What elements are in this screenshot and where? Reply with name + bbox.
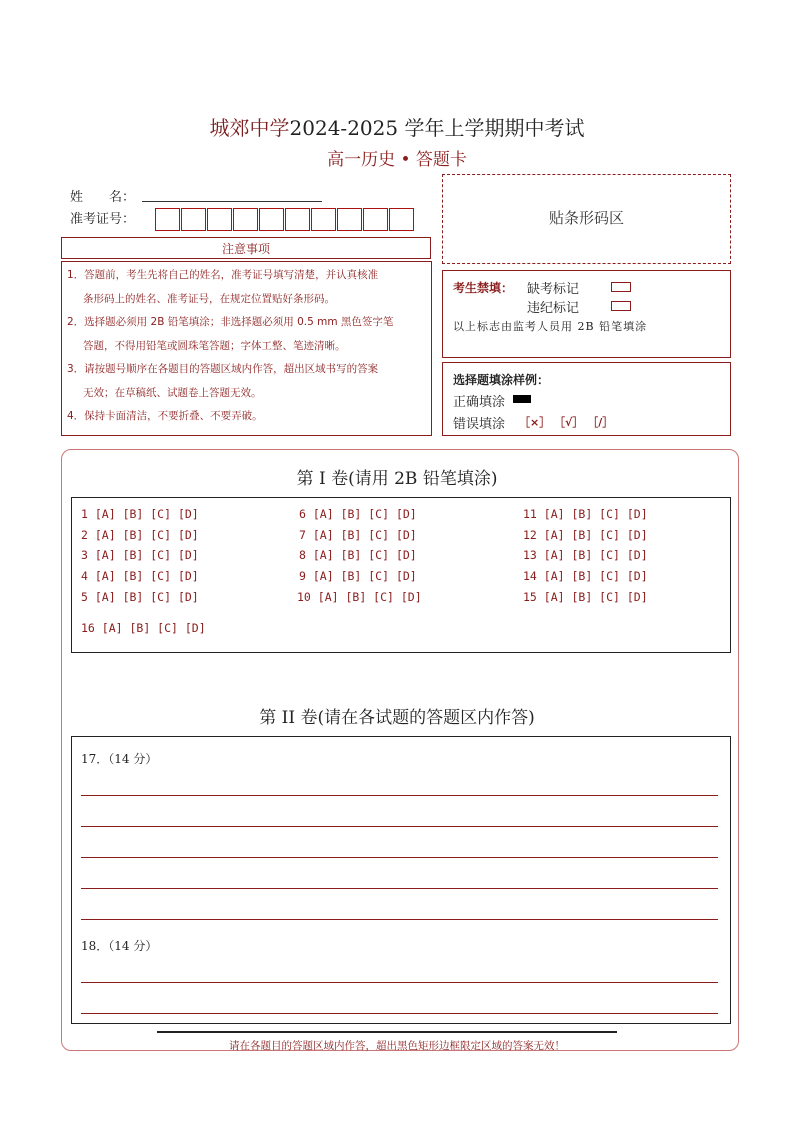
answer-line[interactable] (81, 919, 718, 920)
choice-question[interactable] (81, 569, 199, 583)
choice-answer-box (71, 497, 731, 653)
answer-options[interactable]: [A] [B] [C] [D] (543, 528, 648, 542)
answer-line[interactable] (81, 1013, 718, 1014)
notice-item-line: 2．选择题必须用 2B 铅笔填涂；非选择题必须用 0.5 mm 黑色签字笔 (67, 316, 394, 328)
answer-line[interactable] (81, 826, 718, 827)
absent-mark-box[interactable] (611, 282, 631, 292)
answer-options[interactable]: [A] [B] [C] [D] (94, 548, 199, 562)
question-number: 1 (81, 507, 88, 521)
exam-id-boxes (155, 208, 415, 231)
choice-question[interactable] (299, 507, 417, 521)
essay-answer-box (71, 736, 731, 1024)
part2-title: 第 II 卷(请在各试题的答题区内作答) (259, 708, 535, 728)
choice-question[interactable] (81, 621, 206, 635)
question-number: 12 (523, 528, 537, 542)
answer-options[interactable]: [A] [B] [C] [D] (312, 569, 417, 583)
choice-question[interactable] (297, 590, 422, 604)
question-number: 3 (81, 548, 88, 562)
violation-mark-box[interactable] (611, 301, 631, 311)
answer-options[interactable]: [A] [B] [C] [D] (543, 590, 648, 604)
exam-id-digit-box[interactable] (155, 208, 180, 231)
exam-id-digit-box[interactable] (337, 208, 362, 231)
wrong-fill-marks: ［×］ ［√］ ［/］ (519, 416, 614, 429)
notice-body (61, 261, 432, 436)
essay-question-label: 18．（14 分） (81, 939, 158, 953)
question-number: 15 (523, 590, 537, 604)
essay-question-label: 17．（14 分） (81, 752, 158, 766)
notice-item-line: 4．保持卡面清洁，不要折叠、不要弄破。 (67, 410, 263, 422)
proctor-marks-box (442, 270, 731, 358)
answer-options[interactable]: [A] [B] [C] [D] (543, 569, 648, 583)
choice-question[interactable] (81, 590, 199, 604)
question-number: 9 (299, 569, 306, 583)
choice-question[interactable] (81, 548, 199, 562)
choice-question[interactable] (523, 507, 648, 521)
wrong-fill-label: 错误填涂 (453, 417, 506, 432)
answer-options[interactable]: [A] [B] [C] [D] (312, 548, 417, 562)
answer-options[interactable]: [A] [B] [C] [D] (543, 507, 648, 521)
answer-options[interactable]: [A] [B] [C] [D] (543, 548, 648, 562)
notice-heading: 注意事项 (61, 237, 431, 259)
question-number: 5 (81, 590, 88, 604)
choice-question[interactable] (81, 507, 199, 521)
exam-id-digit-box[interactable] (233, 208, 258, 231)
question-number: 13 (523, 548, 537, 562)
notice-item-line: 3．请按题号顺序在各题目的答题区域内作答，超出区域书写的答案 (67, 363, 379, 375)
part1-title: 第 I 卷(请用 2B 铅笔填涂) (296, 469, 498, 489)
footer-warning: 请在各题目的答题区域内作答，超出黑色矩形边框限定区域的答案无效！ (229, 1040, 565, 1052)
question-number: 2 (81, 528, 88, 542)
choice-question[interactable] (523, 548, 648, 562)
exam-id-label: 准考证号： (70, 212, 136, 227)
ban-label: 考生禁填： (453, 281, 514, 295)
answer-options[interactable]: [A] [B] [C] [D] (94, 507, 199, 521)
exam-id-digit-box[interactable] (207, 208, 232, 231)
name-input-line[interactable] (142, 200, 322, 202)
notice-item-line: 无效；在草稿纸、试题卷上答题无效。 (83, 386, 262, 399)
choice-question[interactable] (81, 528, 199, 542)
answer-line[interactable] (81, 888, 718, 889)
exam-id-digit-box[interactable] (311, 208, 336, 231)
notice-item-line: 1．答题前，考生先将自己的姓名，准考证号填写清楚，并认真核准 (67, 269, 379, 281)
absent-mark-label: 缺考标记 (527, 282, 580, 297)
question-number: 6 (299, 507, 306, 521)
choice-question[interactable] (299, 569, 417, 583)
question-number: 4 (81, 569, 88, 583)
exam-id-digit-box[interactable] (389, 208, 414, 231)
correct-fill-label: 正确填涂 (453, 395, 506, 410)
answer-options[interactable]: [A] [B] [C] [D] (94, 528, 199, 542)
name-label: 姓 名： (70, 190, 136, 205)
question-number: 8 (299, 548, 306, 562)
choice-question[interactable] (299, 528, 417, 542)
exam-id-digit-box[interactable] (259, 208, 284, 231)
answer-line[interactable] (81, 982, 718, 983)
answer-options[interactable]: [A] [B] [C] [D] (312, 507, 417, 521)
choice-question[interactable] (299, 548, 417, 562)
exam-id-digit-box[interactable] (181, 208, 206, 231)
question-number: 7 (299, 528, 306, 542)
sample-heading: 选择题填涂样例： (453, 373, 550, 387)
question-number: 14 (523, 569, 537, 583)
exam-title (0, 112, 794, 141)
ban-note: 以上标志由监考人员用 2B 铅笔填涂 (453, 320, 648, 333)
answer-options[interactable]: [A] [B] [C] [D] (101, 621, 206, 635)
fill-sample-box (442, 362, 731, 436)
answer-line[interactable] (81, 857, 718, 858)
notice-item-line: 条形码上的姓名、准考证号，在规定位置贴好条形码。 (83, 292, 335, 305)
answer-options[interactable]: [A] [B] [C] [D] (94, 569, 199, 583)
exam-id-digit-box[interactable] (285, 208, 310, 231)
exam-id-digit-box[interactable] (363, 208, 388, 231)
choice-question[interactable] (523, 569, 648, 583)
exam-title-text: 2024-2025 学年上学期期中考试 (289, 116, 585, 140)
question-number: 11 (523, 507, 537, 521)
bottom-rule (157, 1031, 617, 1033)
question-number: 10 (297, 590, 311, 604)
violation-mark-label: 违纪标记 (527, 301, 580, 316)
answer-line[interactable] (81, 795, 718, 796)
exam-subtitle: 高一历史 • 答题卡 (327, 150, 467, 170)
question-number: 16 (81, 621, 95, 635)
school-name: 城郊中学 (209, 116, 290, 140)
barcode-area: 贴条形码区 (442, 174, 731, 264)
answer-options[interactable]: [A] [B] [C] [D] (94, 590, 199, 604)
choice-question[interactable] (523, 528, 648, 542)
correct-fill-mark (513, 395, 531, 403)
answer-options[interactable]: [A] [B] [C] [D] (317, 590, 422, 604)
answer-options[interactable]: [A] [B] [C] [D] (312, 528, 417, 542)
notice-item-line: 答题，不得用铅笔或圆珠笔答题；字体工整、笔迹清晰。 (83, 339, 346, 352)
choice-question[interactable] (523, 590, 648, 604)
